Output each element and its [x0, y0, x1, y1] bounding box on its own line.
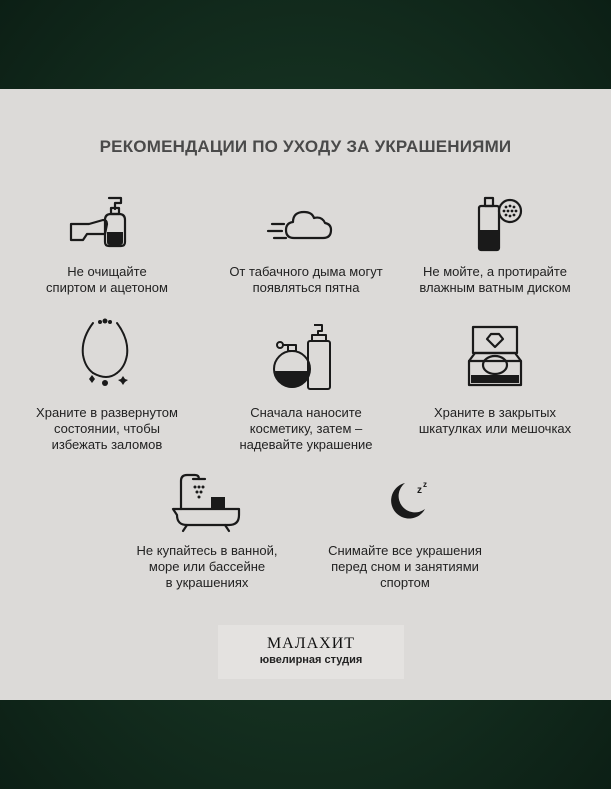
tip-text: Храните в закрытых шкатулках или мешочках [418, 405, 572, 436]
tip-ring-box [400, 315, 590, 437]
smoke-cloud-icon [266, 194, 346, 254]
cosmetics-perfume-icon [266, 315, 346, 395]
hand-soap-dispenser-icon [67, 194, 147, 254]
bracelet-icon [67, 315, 147, 395]
tip-no-alcohol [12, 194, 202, 296]
tip-text: Сначала наносите косметику, затем – надевайте украшение [239, 405, 373, 452]
ring-box-icon [455, 315, 535, 395]
tip-no-bathing [112, 469, 302, 591]
svg-text:z: z [417, 485, 422, 496]
tip-bracelet [12, 315, 202, 453]
moon-sleep-icon [365, 469, 445, 533]
tip-text: Храните в развернутом состоянии, чтобы избежать заломов [36, 405, 178, 452]
brand-logo [218, 625, 404, 679]
brand-subtitle: ювелирная студия [259, 654, 363, 666]
tip-text: Не купайтесь в ванной, море или бассейне в украшениях [136, 543, 278, 590]
bottle-cotton-pad-icon [455, 194, 535, 254]
tip-smoke [211, 194, 401, 296]
page-title: РЕКОМЕНДАЦИИ ПО УХОДУ ЗА УКРАШЕНИЯМИ [99, 137, 512, 156]
brand-name: МАЛАХИТ [266, 635, 356, 652]
tip-remove-before-sleep [310, 469, 500, 591]
tip-text: Снимайте все украшения перед сном и занятиями спортом [328, 543, 482, 590]
bathtub-shower-icon [167, 469, 247, 533]
tip-text: Не мойте, а протирайте влажным ватным диском [419, 264, 571, 295]
tip-text: Не очищайте спиртом и ацетоном [46, 264, 168, 295]
svg-text:z: z [423, 480, 427, 489]
tip-text: От табачного дыма могут появляться пятна [229, 264, 383, 295]
tip-cosmetics-first [211, 315, 401, 453]
care-card [0, 89, 611, 700]
tip-cotton-pad [400, 194, 590, 296]
